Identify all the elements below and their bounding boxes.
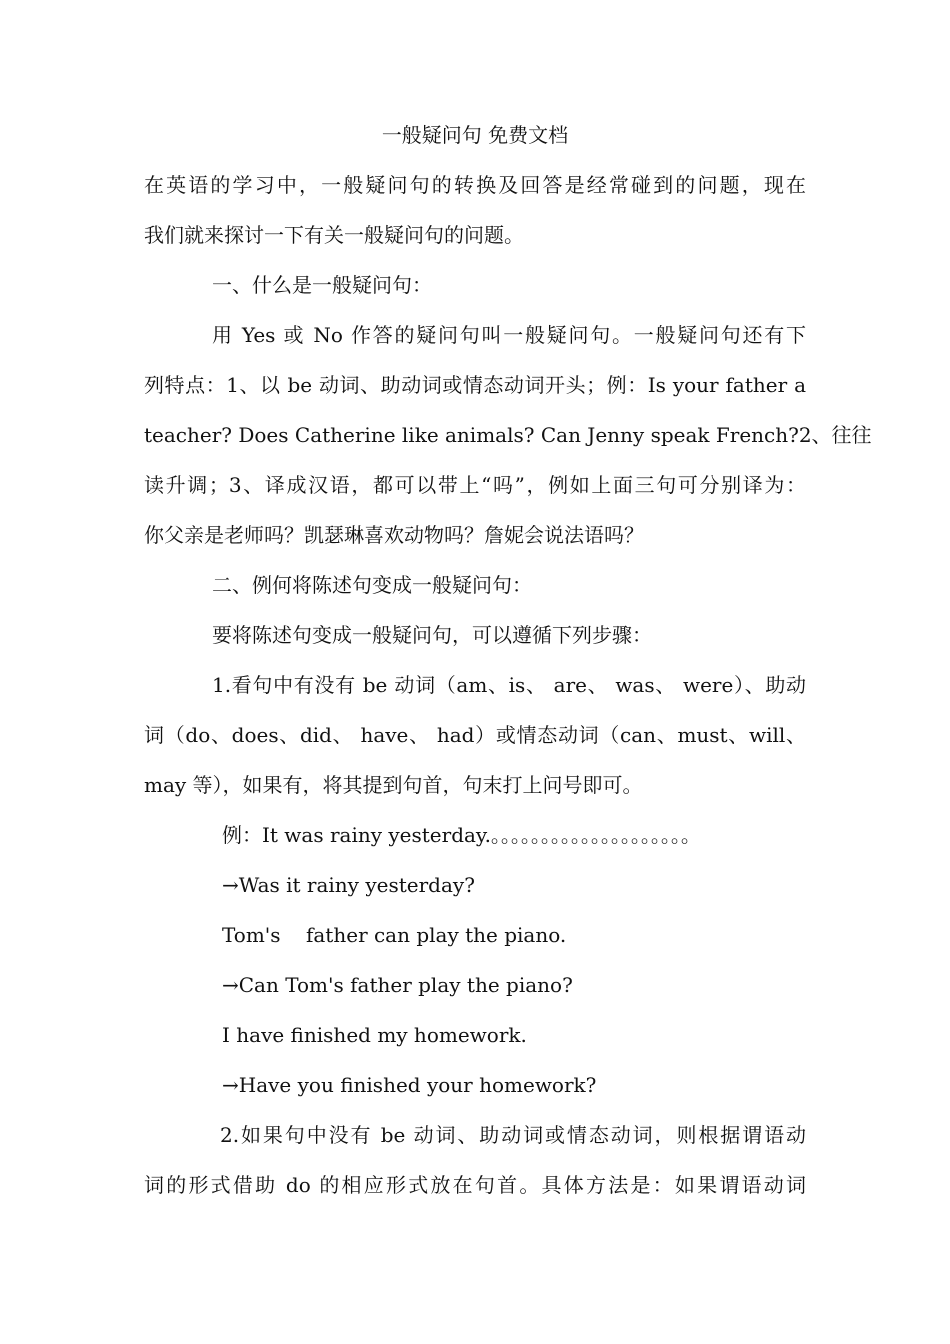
paragraph-line: 2.如果句中没有 be 动词、助动词或情态动词，则根据谓语动: [220, 1123, 806, 1147]
section-heading: 一、什么是一般疑问句：: [212, 273, 432, 297]
section-heading: 二、例何将陈述句变成一般疑问句：: [212, 573, 532, 597]
paragraph-line: 用 Yes 或 No 作答的疑问句叫一般疑问句。一般疑问句还有下: [212, 323, 806, 347]
paragraph-line: 我们就来探讨一下有关一般疑问句的问题。: [144, 223, 524, 247]
paragraph-line: teacher? Does Catherine like animals? Can Jenny speak French?2、往往: [144, 423, 872, 447]
paragraph-line: 你父亲是老师吗？凯瑟琳喜欢动物吗？詹妮会说法语吗？: [144, 523, 644, 547]
paragraph-line: 1.看句中有没有 be 动词（am、is、 are、 was、 were）、助动: [212, 673, 806, 697]
example-line: →Can Tom's father play the piano?: [222, 973, 573, 997]
paragraph-line: 要将陈述句变成一般疑问句，可以遵循下列步骤：: [212, 623, 652, 647]
example-line: →Was it rainy yesterday?: [222, 873, 475, 897]
example-line: Tom's father can play the piano.: [222, 923, 567, 947]
paragraph-line: 词的形式借助 do 的相应形式放在句首。具体方法是：如果谓语动词: [144, 1173, 806, 1197]
paragraph-line: 词（do、does、did、 have、 had）或情态动词（can、must、will、: [144, 723, 806, 747]
document-title: 一般疑问句 免费文档: [381, 123, 569, 147]
example-line: I have finished my homework.: [222, 1023, 527, 1047]
paragraph-line: may 等），如果有，将其提到句首，句末打上问号即可。: [144, 773, 643, 797]
example-line: 例：It was rainy yesterday.。。。。。。。。。。。。。。。。。。。。: [222, 823, 701, 847]
paragraph-line: 列特点：1、以 be 动词、助动词或情态动词开头；例：Is your father a: [144, 373, 806, 397]
paragraph-line: 读升调；3、译成汉语，都可以带上“吗”，例如上面三句可分别译为：: [144, 473, 806, 497]
paragraph-line: 在英语的学习中，一般疑问句的转换及回答是经常碰到的问题，现在: [144, 173, 806, 197]
example-line: →Have you finished your homework?: [222, 1073, 597, 1097]
